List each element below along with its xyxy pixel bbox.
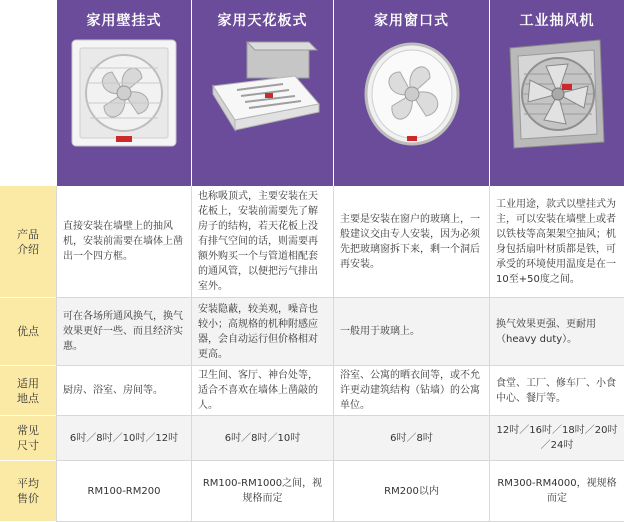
cell-advantages-ceiling: 安装隐蔽，较美观，噪音也较小；高规格的机种附感应器，会自动运行但价格相对更高。 bbox=[191, 298, 333, 366]
cell-advantages-wall: 可在各场所通风换气，换气效果更好一些、而且经济实惠。 bbox=[56, 298, 191, 366]
cell-price-industrial: RM300-RM4000，视规格而定 bbox=[489, 461, 624, 522]
cell-locations-ceiling: 卫生间、客厅、神台处等，适合不喜欢在墙体上凿敲的人。 bbox=[191, 366, 333, 416]
column-title: 家用天花板式 bbox=[217, 13, 308, 29]
cell-intro-wall: 直接安装在墙壁上的抽风机，安装前需要在墙体上凿出一个四方框。 bbox=[56, 186, 191, 298]
cell-price-ceiling: RM100-RM1000之间，视规格而定 bbox=[191, 461, 333, 522]
column-header-ceiling-fan bbox=[191, 0, 333, 186]
cell-advantages-industrial: 换气效果更强、更耐用（heavy duty）。 bbox=[489, 298, 624, 366]
industrial-fan-icon bbox=[502, 38, 612, 150]
column-title: 工业抽风机 bbox=[519, 13, 595, 29]
cell-advantages-window: 一般用于玻璃上。 bbox=[333, 298, 489, 366]
cell-intro-window: 主要是安装在窗户的玻璃上，一般建议交由专人安装，因为必须先把玻璃窗拆下来，剩一个洞后再安装。 bbox=[333, 186, 489, 298]
cell-sizes-wall: 6吋／8吋／10吋／12吋 bbox=[56, 416, 191, 461]
ceiling-fan-icon bbox=[203, 38, 323, 148]
cell-intro-industrial: 工业用途，款式以壁挂式为主，可以安装在墙壁上或者以铁枝等高架架空抽风；机身包括扇叶材质都是铁，可承受的环境使用温度是在一10至+50度之间。 bbox=[489, 186, 624, 298]
cell-locations-window: 浴室、公寓的晒衣间等，或不允许更动建筑结构（钻墙）的公寓单位。 bbox=[333, 366, 489, 416]
cell-intro-ceiling: 也称吸顶式，主要安装在天花板上，安装前需要先了解房子的结构，若天花板上没有排气空间的话，则需要再额外购买一个与管道相配套的通风管，以便把污气排出室外。 bbox=[191, 186, 333, 298]
row-label-locations: 适用 地点 bbox=[0, 366, 56, 416]
header-corner bbox=[0, 0, 56, 186]
cell-sizes-window: 6吋／8吋 bbox=[333, 416, 489, 461]
column-header-industrial-fan bbox=[489, 0, 624, 186]
row-label-price: 平均 售价 bbox=[0, 461, 56, 522]
cell-locations-industrial: 食堂、工厂、修车厂、小食中心、餐厅等。 bbox=[489, 366, 624, 416]
column-header-window-fan bbox=[333, 0, 489, 186]
row-label-intro: 产品 介绍 bbox=[0, 186, 56, 298]
window-fan-icon bbox=[360, 38, 464, 148]
column-header-wall-fan bbox=[56, 0, 191, 186]
row-label-sizes: 常见 尺寸 bbox=[0, 416, 56, 461]
cell-price-wall: RM100-RM200 bbox=[56, 461, 191, 522]
cell-sizes-ceiling: 6吋／8吋／10吋 bbox=[191, 416, 333, 461]
row-label-advantages: 优点 bbox=[0, 298, 56, 366]
cell-sizes-industrial: 12吋／16吋／18吋／20吋／24吋 bbox=[489, 416, 624, 461]
column-title: 家用壁挂式 bbox=[86, 13, 162, 29]
column-title: 家用窗口式 bbox=[374, 13, 449, 29]
cell-locations-wall: 厨房、浴室、房间等。 bbox=[56, 366, 191, 416]
wall-fan-icon bbox=[70, 38, 178, 148]
cell-price-window: RM200以内 bbox=[333, 461, 489, 522]
